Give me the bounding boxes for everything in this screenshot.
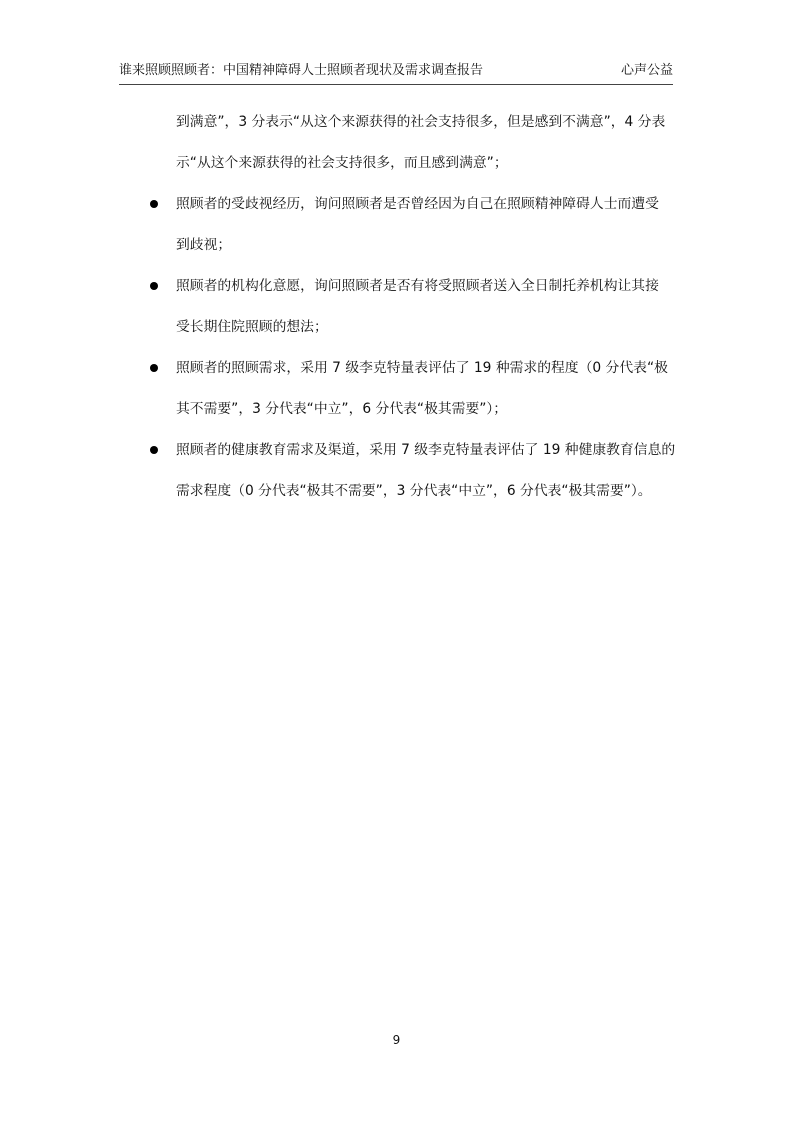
continuation-line: 到满意”，3 分表示“从这个来源获得的社会支持很多，但是感到不满意”，4 分表: [176, 114, 666, 130]
bullet-line: 照顾者的受歧视经历，询问照顾者是否曾经因为自己在照顾精神障碍人士而遭受: [176, 196, 659, 212]
bullet-dot-icon: [145, 184, 176, 225]
bullet-text: [176, 348, 668, 430]
bullet-item-institutionalization: [145, 266, 685, 348]
bullet-line: 照顾者的机构化意愿，询问照顾者是否有将受照顾者送入全日制托养机构让其接: [176, 278, 659, 294]
bullet-text: [176, 184, 659, 266]
bullet-line: 需求程度（0 分代表“极其不需要”，3 分代表“中立”，6 分代表“极其需要”）。: [176, 483, 652, 499]
bullet-line: 受长期住院照顾的想法；: [176, 319, 328, 335]
bullet-line: 照顾者的健康教育需求及渠道，采用 7 级李克特量表评估了 19 种健康教育信息的: [176, 442, 676, 458]
bullet-line: 到歧视；: [176, 237, 232, 253]
header-title: 谁来照顾照顾者：中国精神障碍人士照顾者现状及需求调查报告: [119, 63, 484, 78]
page-number: 9: [392, 1033, 401, 1047]
header-org: 心声公益: [620, 63, 673, 78]
bullet-dot-icon: [145, 266, 176, 307]
bullet-item-discrimination: [145, 184, 685, 266]
bullet-item-care-needs: [145, 348, 685, 430]
bullet-dot-icon: [145, 348, 176, 389]
bullet-text: [176, 266, 659, 348]
header-divider: [119, 84, 673, 85]
continuation-line: 示“从这个来源获得的社会支持很多，而且感到满意”；: [176, 155, 508, 171]
running-header: [119, 60, 673, 82]
bullet-item-health-education: [145, 430, 685, 512]
body-text: [145, 102, 685, 512]
bullet-dot-icon: [145, 430, 176, 471]
bullet-line: 其不需要”，3 分代表“中立”，6 分代表“极其需要”）；: [176, 401, 508, 417]
bullet-text: [176, 430, 675, 512]
bullet-line: 照顾者的照顾需求，采用 7 级李克特量表评估了 19 种需求的程度（0 分代表“极: [176, 360, 668, 376]
